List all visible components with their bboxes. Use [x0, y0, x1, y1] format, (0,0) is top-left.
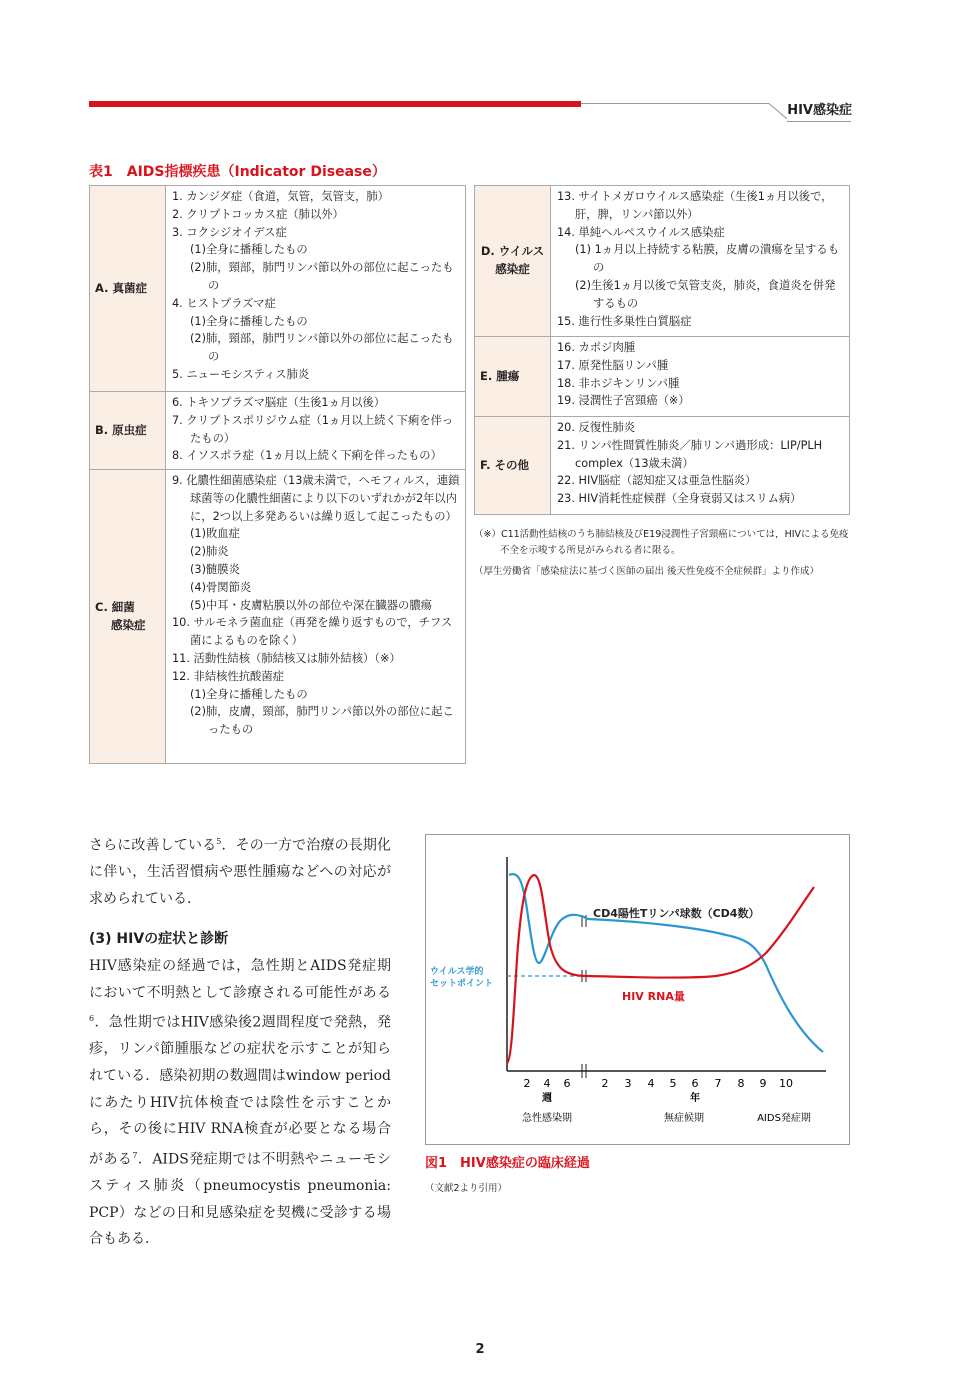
list-item: 5. ニューモシスティス肺炎: [172, 367, 310, 381]
list-item: 10. サルモネラ菌血症（再発を繰り返すもので，チフス菌によるものを除く）: [172, 616, 453, 648]
cd4-label: CD4陽性Tリンパ球数（CD4数）: [593, 907, 760, 920]
text-run: さらに改善している: [89, 837, 217, 854]
week-tick: 6: [563, 1077, 571, 1090]
years-unit: 年: [690, 1093, 700, 1104]
reference-mark: 5: [216, 837, 222, 846]
list-item: 11. 活動性結核（肺結核又は肺外結核）（※）: [172, 651, 401, 665]
list-item: (5)中耳・皮膚粘膜以外の部位や深在臓器の膿瘍: [190, 598, 432, 612]
year-tick: 8: [737, 1077, 745, 1090]
list-item: 19. 浸潤性子宮頸癌（※）: [557, 394, 690, 408]
reference-mark: 7: [132, 1150, 138, 1160]
items-cell: [551, 186, 850, 337]
list-item: (3)髄膜炎: [190, 562, 240, 576]
list-item: 20. 反復性肺炎: [557, 421, 636, 434]
items-cell: [166, 392, 466, 470]
list-item: (2)肺，頸部，肺門リンパ節以外の部位に起こったもの: [190, 332, 454, 364]
list-item: 4. ヒストプラズマ症: [172, 296, 276, 310]
header-rule: [581, 103, 769, 104]
page-number: 2: [475, 1342, 485, 1357]
year-tick: 10: [779, 1077, 793, 1090]
list-item: 21. リンパ性間質性肺炎／肺リンパ過形成：LIP/PLH complex（13歳未満）: [557, 438, 823, 470]
table-row: [475, 417, 850, 515]
table-note: （※）C11活動性結核のうち肺結核及びE19浸潤性子宮頸癌については，HIVによる免疫不全を示唆する所見がみられる者に限る。: [474, 529, 849, 556]
list-item: 15. 進行性多巣性白質脳症: [557, 314, 692, 328]
items-cell: [166, 186, 466, 392]
list-item: 17. 原発性脳リンパ腫: [557, 358, 669, 372]
phase-aids: AIDS発症期: [757, 1113, 811, 1124]
list-item: 22. HIV脳症（認知症又は亜急性脳炎）: [557, 474, 757, 488]
list-item: (2)生後1ヵ月以後で気管支炎，肺炎，食道炎を併発するもの: [575, 278, 836, 310]
list-item: 3. コクシジオイデス症: [172, 225, 287, 239]
phase-acute: 急性感染期: [522, 1113, 572, 1124]
list-item: (1)敗血症: [190, 527, 240, 541]
week-tick: 4: [543, 1077, 551, 1090]
category-line: D. ウイルス: [480, 244, 545, 259]
list-item: (2)肺，皮膚，頸部，肺門リンパ節以外の部位に起こったもの: [190, 705, 454, 737]
category-cell: [90, 470, 166, 764]
category-cell: F. その他: [475, 417, 551, 515]
setpoint-label-1: ウイルス学的: [430, 967, 484, 977]
year-tick: 3: [624, 1077, 632, 1090]
category-cell: E. 腫瘍: [475, 337, 551, 417]
list-item: 16. カポジ肉腫: [557, 341, 636, 354]
category-line: 感染症: [495, 262, 530, 276]
items-cell: [551, 417, 850, 515]
items-cell: [166, 470, 466, 764]
year-tick: 4: [647, 1077, 655, 1090]
table-row: [475, 186, 850, 337]
phase-latent: 無症候期: [664, 1113, 704, 1124]
list-item: 12. 非結核性抗酸菌症: [172, 669, 284, 683]
category-cell: B. 原虫症: [90, 392, 166, 470]
list-item: 2. クリプトコッカス症（肺以外）: [172, 207, 344, 221]
table-row: [475, 337, 850, 417]
section-heading: (3) HIVの症状と診断: [89, 931, 229, 948]
header-section-title: HIV感染症: [787, 103, 852, 118]
text-run: ．急性期ではHIV感染後2週間程度で発熱，発疹，リンパ節腫脹などの症状を示すことが知られている．感染初期の数週間はwindow periodにあたりHIV抗体検査では陰性を示すことから，その後にHIV RNA検査が必要となる場合がある: [89, 1014, 391, 1168]
items-cell: [551, 337, 850, 417]
list-item: 8. イソスポラ症（1ヵ月以上続く下痢を伴ったもの）: [172, 449, 442, 463]
list-item: (4)骨関節炎: [190, 580, 252, 594]
list-item: (2)肺，頸部，肺門リンパ節以外の部位に起こったもの: [190, 261, 454, 292]
category-cell: A. 真菌症: [90, 186, 166, 392]
list-item: (1)全身に播種したもの: [190, 243, 308, 257]
list-item: 23. HIV消耗性症候群（全身衰弱又はスリム病）: [557, 492, 802, 506]
setpoint-label-2: セットポイント: [430, 979, 494, 989]
body-text: [89, 829, 391, 1253]
text-run: ．AIDS発症期では不明熱やニューモシスティス肺炎（pneumocystis pneumonia: PCP）などの日和見感染症を契機に受診する場合もある．: [89, 1151, 391, 1248]
table-right: [474, 185, 850, 515]
text-run: HIV感染症の経過では，急性期とAIDS発症期において不明熱として診療される可能性がある: [89, 958, 391, 1001]
year-tick: 5: [669, 1077, 677, 1090]
figure-caption: 図1 HIV感染症の臨床経過: [425, 1156, 590, 1171]
text-run: ．その一方で治療の長期化に伴い，生活習慣病や悪性腫瘍などへの対応が求められている．: [89, 837, 392, 907]
list-item: (1)全身に播種したもの: [190, 314, 308, 328]
header-rule-tail: [787, 121, 851, 122]
year-tick: 6: [691, 1077, 699, 1090]
paragraph: [89, 829, 391, 912]
list-item: (2)肺炎: [190, 545, 229, 559]
reference-mark: 6: [89, 1014, 95, 1024]
list-item: (1) 1ヵ月以上持続する粘膜，皮膚の潰瘍を呈するもの: [575, 243, 840, 275]
table-row: [90, 186, 466, 392]
category-cell: [475, 186, 551, 337]
year-tick: 9: [759, 1077, 767, 1090]
weeks-unit: 週: [542, 1093, 552, 1104]
table-row: [90, 470, 466, 764]
list-item: 13. サイトメガロウイルス感染症（生後1ヵ月以後で，肝，脾，リンパ節以外）: [557, 190, 833, 221]
rna-label: HIV RNA量: [622, 990, 685, 1003]
week-tick: 2: [523, 1077, 531, 1090]
category-line: 感染症: [111, 617, 146, 632]
table-footnote: [474, 527, 850, 580]
table-title: 表1 AIDS指標疾患（Indicator Disease）: [89, 164, 386, 180]
year-tick: 7: [714, 1077, 722, 1090]
table-row: [90, 392, 466, 470]
table-left: [89, 185, 466, 764]
list-item: 18. 非ホジキンリンパ腫: [557, 376, 680, 390]
figure-frame: [425, 834, 850, 1145]
year-tick: 2: [601, 1077, 609, 1090]
list-item: 1. カンジダ症（食道，気管，気管支，肺）: [172, 190, 389, 203]
list-item: 14. 単純ヘルペスウイルス感染症: [557, 225, 725, 239]
clinical-course-chart: [426, 835, 849, 1144]
list-item: 6. トキソプラズマ脳症（生後1ヵ月以後）: [172, 396, 386, 409]
list-item: 7. クリプトスポリジウム症（1ヵ月以上続く下痢を伴ったもの）: [172, 413, 454, 445]
paragraph: [89, 953, 391, 1253]
figure-source: （文献2より引用）: [425, 1183, 508, 1194]
table-source: （厚生労働省「感染症法に基づく医師の届出 後天性免疫不全症候群」より作成）: [474, 566, 820, 577]
list-item: (1)全身に播種したもの: [190, 687, 308, 701]
category-line: C. 細菌: [95, 599, 135, 614]
list-item: 9. 化膿性細菌感染症（13歳未満で，ヘモフィルス，連鎖球菌等の化膿性細菌により以下のいずれかが2年以内に，2つ以上多発あるいは繰り返して起こったもの）: [172, 474, 460, 523]
header-red-bar: [89, 101, 581, 107]
